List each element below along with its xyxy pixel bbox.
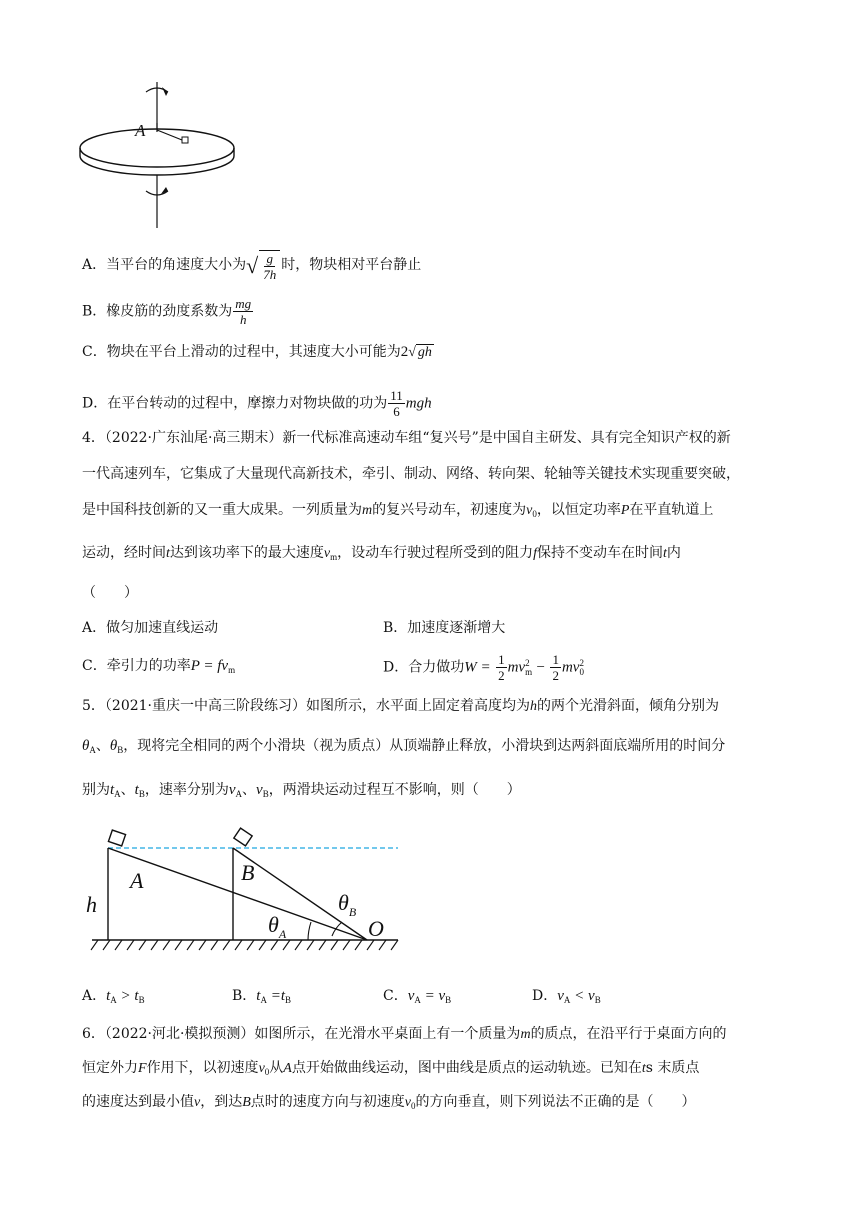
q5-option-a[interactable]: A．$t_A > t_B$ <box>82 988 145 1005</box>
figure-label-a: A <box>135 121 146 140</box>
q3-option-d[interactable]: D．在平台转动的过程中，摩擦力对物块做的功为 $\frac{11}{6}$ mgh <box>82 388 432 419</box>
label-o: O <box>368 916 384 941</box>
block-a <box>108 830 125 846</box>
q6-stem-line2: 恒定外力F作用下，以初速度$v_0$从A点开始做曲线运动，图中曲线是质点的运动轨迹。已知在ts 末质点 <box>82 1060 700 1077</box>
q4-option-b[interactable]: B．加速度逐渐增大 <box>383 620 506 636</box>
q3-option-b[interactable]: B．橡皮筋的劲度系数为 $\frac{mg}{h}$ <box>82 296 252 327</box>
q6-stem-line1: 6．（2022·河北·模拟预测）如图所示，在光滑水平桌面上有一个质量为m的质点，在沿平行于桌面方向的 <box>82 1026 727 1042</box>
q4-stem-line3: 是中国科技创新的又一重大成果。一列质量为m的复兴号动车，初速度为$v_0$，以恒定功率P在平直轨道上 <box>82 502 714 519</box>
label-theta-a: $\theta_A$ <box>268 912 287 941</box>
q4-option-c[interactable]: C．牵引力的功率$P = fv_m$ <box>82 658 236 675</box>
label-h: h <box>86 892 97 917</box>
label-theta-b: $\theta_B$ <box>338 890 357 919</box>
inclined-planes-figure <box>82 826 402 958</box>
fraction: $\frac{mg}{h}$ <box>235 296 252 327</box>
q4-option-a[interactable]: A．做匀加速直线运动 <box>82 620 219 636</box>
q4-answer-paren: （ ） <box>82 585 138 601</box>
q5-stem-line1: 5．（2021·重庆一中高三阶段练习）如图所示，水平面上固定着高度均为h的两个光滑斜面，倾角分别为 <box>82 698 719 714</box>
q4-stem-line1: 4．（2022·广东汕尾·高三期末）新一代标准高速动车组“复兴号”是中国自主研发、具有完全知识产权的新 <box>82 430 731 446</box>
q4-stem-line4: 运动，经时间t达到该功率下的最大速度$v_m$，设动车行驶过程所受到的阻力f保持不变动车在时间t内 <box>82 545 681 562</box>
q5-stem-line2: $\theta_A$、$\theta_B$，现将完全相同的两个小滑块（视为质点）从顶端静止释放，小滑块到达两斜面底端所用的时间分 <box>82 738 726 755</box>
q5-stem-line3: 别为$t_A$、$t_B$，速率分别为$v_A$、$v_B$，两滑块运动过程互不影响，则（ ） <box>82 782 521 799</box>
q4-stem-line2: 一代高速列车，它集成了大量现代高新技术，牵引、制动、网络、转向架、轮轴等关键技术实现重要突破， <box>82 466 740 482</box>
q3-option-c[interactable]: C．物块在平台上滑动的过程中，其速度大小可能为2√ gh <box>82 344 432 360</box>
q5-option-c[interactable]: C．$v_A = v_B$ <box>383 988 452 1005</box>
q4-option-d[interactable]: D．合力做功W = $\frac{1}{2}$ mv 2 m − $\frac{1}{2}$ mv 2 0 <box>383 652 584 683</box>
q6-stem-line3: 的速度达到最小值v，到达B点时的速度方向与初速度$v_0$的方向垂直，则下列说法不正确的是（ ） <box>82 1094 696 1111</box>
label-b: B <box>241 860 255 885</box>
block-b <box>234 828 252 846</box>
ground-hatching <box>91 940 398 950</box>
label-a: A <box>130 868 144 893</box>
q5-option-b[interactable]: B．$t_A =t_B$ <box>232 988 292 1005</box>
rotating-platform-figure <box>70 78 250 233</box>
sqrt-expression: √ $\frac{g}{7h}$ <box>246 250 281 282</box>
q3-option-a[interactable]: A．当平台的角速度大小为√ $\frac{g}{7h}$ 时，物块相对平台静止 <box>82 251 422 282</box>
q5-option-d[interactable]: D．$v_A < v_B$ <box>532 988 601 1005</box>
